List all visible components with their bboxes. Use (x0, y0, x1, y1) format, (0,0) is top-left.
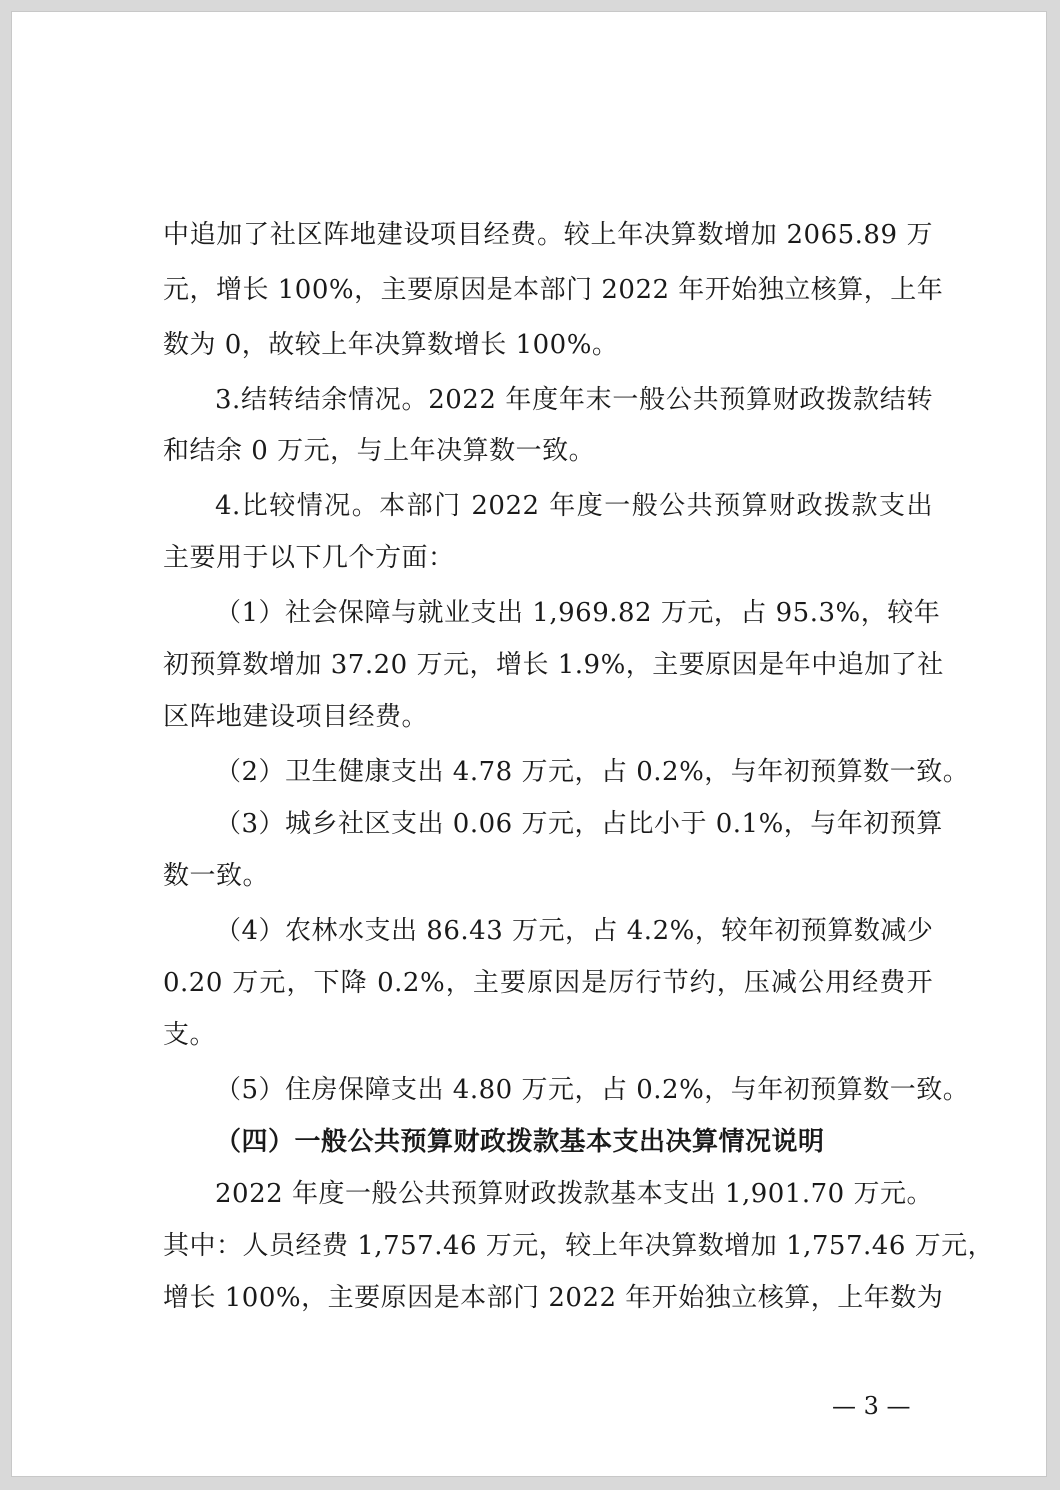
paragraph-line: （1）社会保障与就业支出 1,969.82 万元，占 95.3%，较年 (215, 598, 941, 628)
paragraph-line: 和结余 0 万元，与上年决算数一致。 (163, 436, 596, 466)
paragraph-line: 中追加了社区阵地建设项目经费。较上年决算数增加 2065.89 万 (163, 220, 933, 250)
paragraph-line: （3）城乡社区支出 0.06 万元，占比小于 0.1%，与年初预算 (215, 809, 943, 839)
paragraph-line: 数为 0，故较上年决算数增长 100%。 (163, 330, 619, 360)
paragraph-line: 元，增长 100%，主要原因是本部门 2022 年开始独立核算，上年 (163, 275, 944, 305)
section-heading: （四）一般公共预算财政拨款基本支出决算情况说明 (215, 1127, 825, 1157)
paragraph-line: 增长 100%，主要原因是本部门 2022 年开始独立核算，上年数为 (163, 1283, 944, 1313)
paragraph-line: 区阵地建设项目经费。 (163, 702, 429, 732)
paragraph-line: 初预算数增加 37.20 万元，增长 1.9%，主要原因是年中追加了社 (163, 650, 944, 680)
paragraph-line: （4）农林水支出 86.43 万元，占 4.2%，较年初预算数减少 (215, 916, 934, 946)
paragraph-line: （2）卫生健康支出 4.78 万元，占 0.2%，与年初预算数一致。 (215, 757, 970, 787)
paragraph-line: 其中：人员经费 1,757.46 万元，较上年决算数增加 1,757.46 万元， (163, 1231, 995, 1261)
paragraph-line: 4.比较情况。本部门 2022 年度一般公共预算财政拨款支出 (215, 491, 933, 521)
paragraph-line: （5）住房保障支出 4.80 万元，占 0.2%，与年初预算数一致。 (215, 1075, 970, 1105)
paragraph-line: 数一致。 (163, 861, 270, 891)
document-page (11, 11, 1047, 1477)
paragraph-line: 支。 (163, 1020, 217, 1050)
paragraph-line: 2022 年度一般公共预算财政拨款基本支出 1,901.70 万元。 (215, 1179, 933, 1209)
paragraph-line: 主要用于以下几个方面： (163, 543, 455, 573)
page-number: — 3 — (832, 1392, 911, 1420)
paragraph-line: 0.20 万元，下降 0.2%，主要原因是厉行节约，压减公用经费开 (163, 968, 933, 998)
paragraph-line: 3.结转结余情况。2022 年度年末一般公共预算财政拨款结转 (215, 385, 933, 415)
